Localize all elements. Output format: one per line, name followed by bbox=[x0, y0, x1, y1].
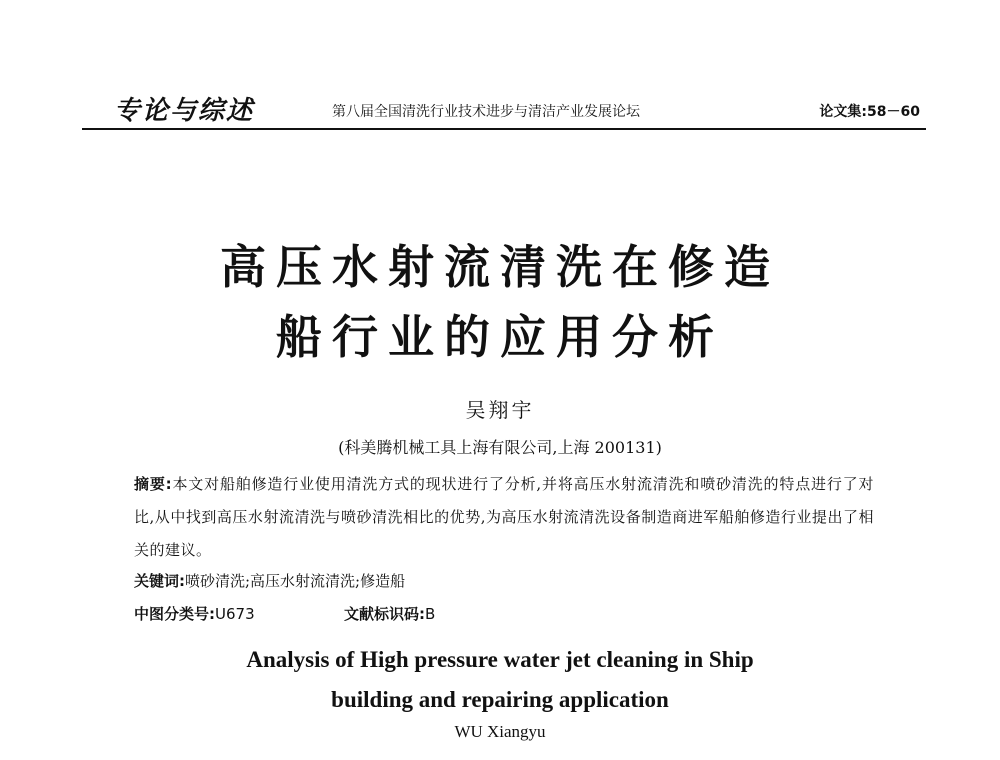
abstract-label: 摘要: bbox=[134, 475, 173, 493]
english-author: WU Xiangyu bbox=[454, 722, 546, 741]
keywords bbox=[134, 570, 405, 591]
abstract-text: 本文对船舶修造行业使用清洗方式的现状进行了分析,并将高压水射流清洗和喷砂清洗的特点进行了对比,从中找到高压水射流清洗与喷砂清洗相比的优势,为高压水射流清洗设备制造商进军船舶修造行业提出了相关的建议。 bbox=[134, 475, 875, 559]
forum-name: 第八届全国清洗行业技术进步与清洁产业发展论坛 bbox=[332, 104, 640, 120]
paper-title bbox=[0, 232, 1000, 372]
header-rule bbox=[82, 128, 926, 130]
keywords-label: 关键词: bbox=[134, 572, 185, 590]
english-title-line-2: building and repairing application bbox=[331, 687, 669, 712]
page-reference: 论文集:58－60 bbox=[819, 104, 920, 120]
document-code bbox=[344, 603, 435, 624]
abstract bbox=[134, 468, 874, 567]
title-line-2: 船行业的应用分析 bbox=[276, 310, 724, 364]
classification-value: U673 bbox=[215, 605, 255, 623]
column-tag: 专论与综述 bbox=[114, 96, 255, 126]
classification-label: 中图分类号: bbox=[134, 605, 215, 623]
title-line-1: 高压水射流清洗在修造 bbox=[220, 240, 780, 294]
english-title-line-1: Analysis of High pressure water jet cleaning in Ship bbox=[246, 647, 754, 672]
document-code-label: 文献标识码: bbox=[344, 605, 425, 623]
author-name: 吴翔宇 bbox=[465, 398, 535, 422]
keywords-text: 喷砂清洗;高压水射流清洗;修造船 bbox=[185, 572, 406, 590]
author-affiliation: (科美腾机械工具上海有限公司,上海 200131) bbox=[338, 438, 662, 457]
running-header bbox=[108, 88, 924, 126]
english-title bbox=[0, 640, 1000, 720]
document-code-value: B bbox=[425, 605, 436, 623]
classification-number bbox=[134, 603, 255, 624]
